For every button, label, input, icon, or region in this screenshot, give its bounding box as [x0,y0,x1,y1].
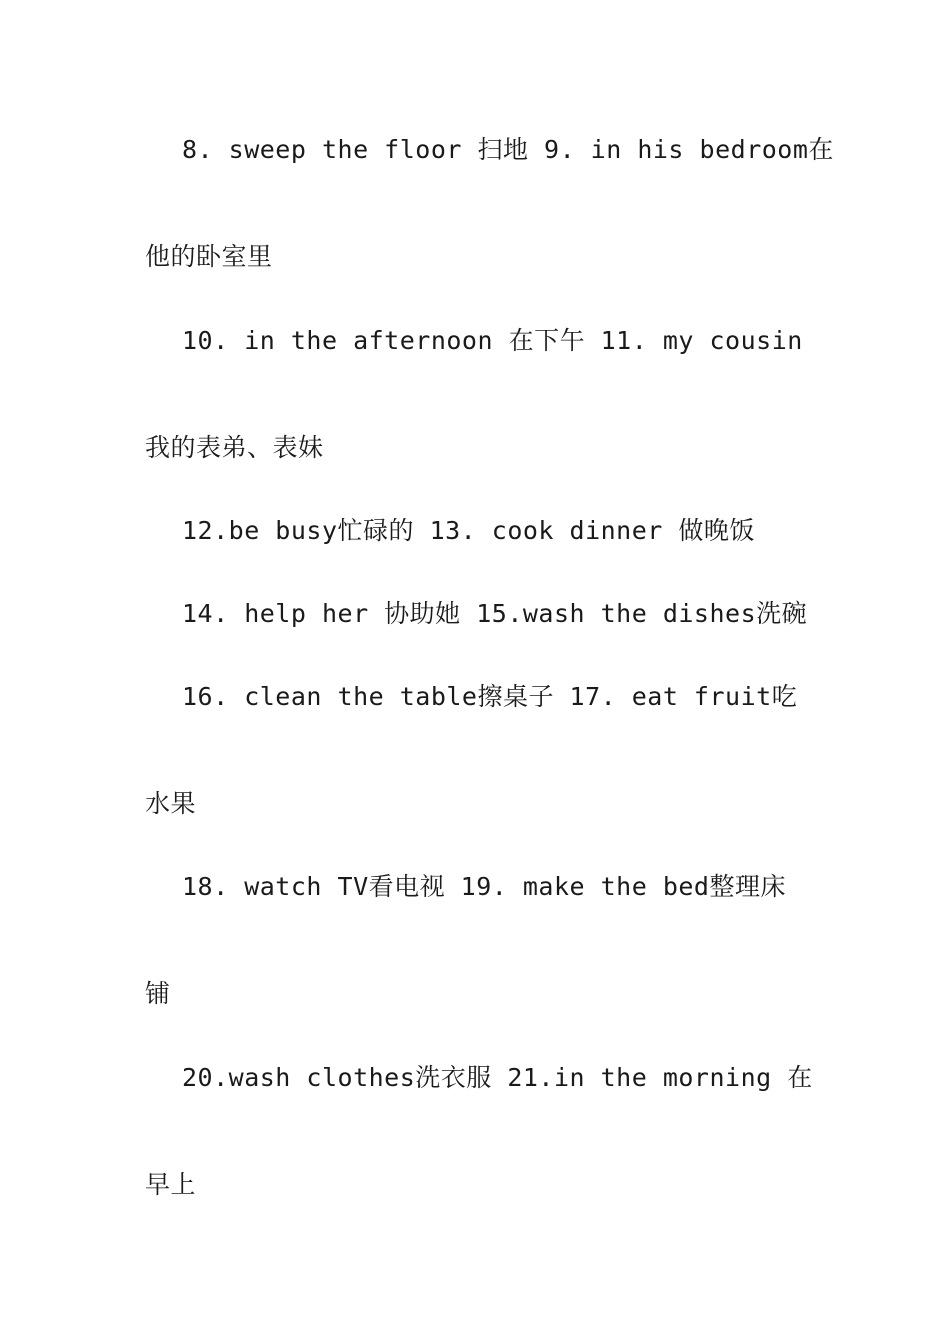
text-line: 他的卧室里 [145,242,273,271]
text-line: 水果 [145,789,197,818]
text-line: 12.be busy忙碌的 13. cook dinner 做晚饭 [182,516,755,545]
text-line: 16. clean the table擦桌子 17. eat fruit吃 [182,682,798,711]
text-line: 早上 [145,1170,197,1199]
text-line: 我的表弟、表妹 [145,433,324,462]
text-line: 10. in the afternoon 在下午 11. my cousin [182,326,803,355]
text-line: 20.wash clothes洗衣服 21.in the morning 在 [182,1063,813,1092]
text-line: 18. watch TV看电视 19. make the bed整理床 [182,872,786,901]
text-line: 8. sweep the floor 扫地 9. in his bedroom在 [182,135,834,164]
text-line: 14. help her 协助她 15.wash the dishes洗碗 [182,599,808,628]
text-line: 铺 [145,979,171,1008]
